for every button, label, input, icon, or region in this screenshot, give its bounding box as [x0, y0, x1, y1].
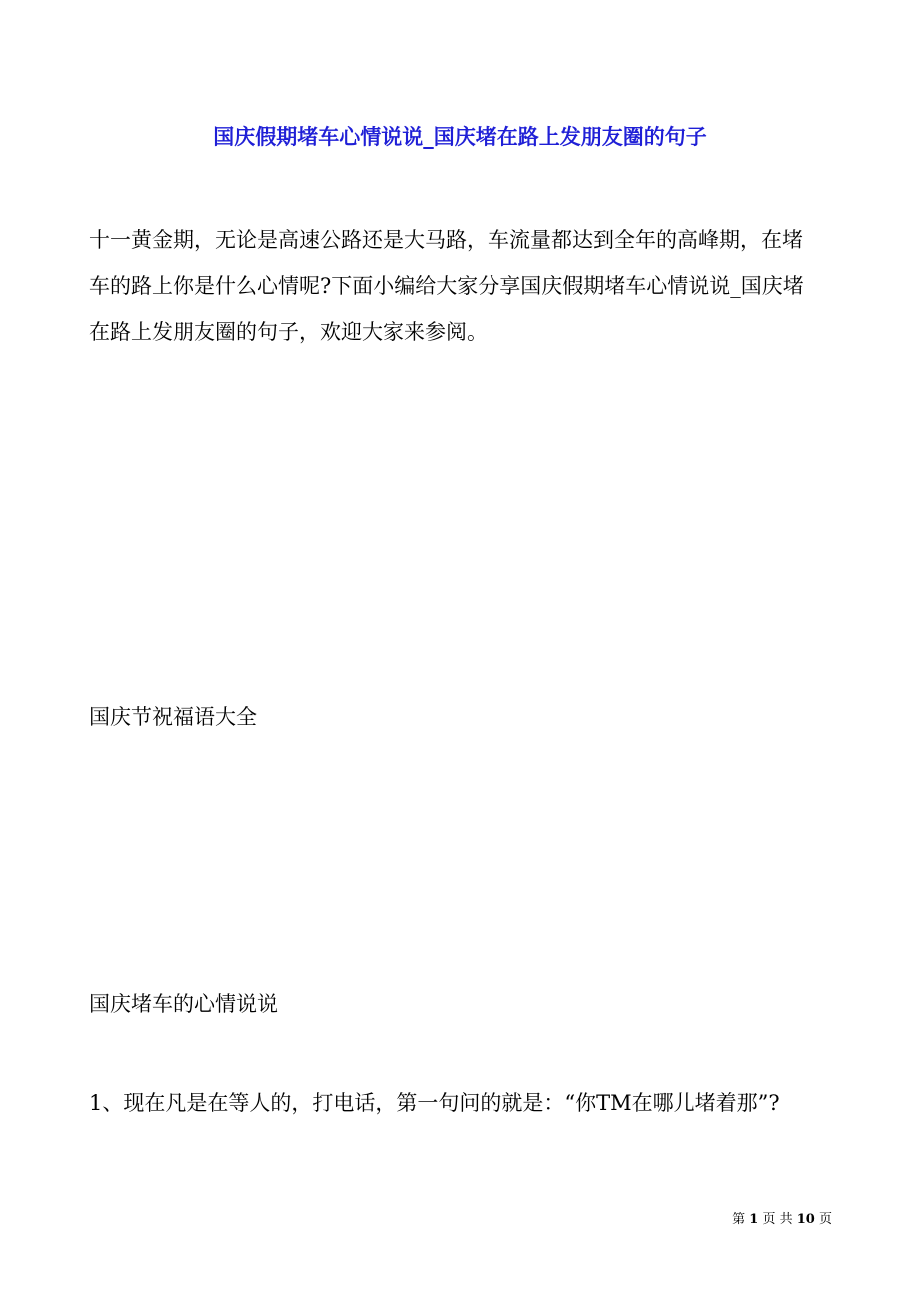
section-heading-blessings: 国庆节祝福语大全 [89, 705, 257, 729]
document-title: 国庆假期堵车心情说说_国庆堵在路上发朋友圈的句子 [213, 124, 707, 149]
footer-prefix: 第 [732, 1212, 746, 1227]
section-heading-mood: 国庆堵车的心情说说 [89, 992, 278, 1016]
footer-current-page: 1 [749, 1212, 759, 1227]
footer-total-pages: 10 [796, 1212, 815, 1227]
footer-middle: 页 共 [762, 1212, 793, 1227]
list-item-1: 1、现在凡是在等人的，打电话，第一句问的就是：“你TM在哪儿堵着那”? [89, 1091, 780, 1115]
page-footer [732, 1208, 832, 1227]
intro-paragraph [89, 217, 834, 355]
intro-line-2: 车的路上你是什么心情呢?下面小编给大家分享国庆假期堵车心情说说_国庆堵 [89, 274, 804, 298]
intro-line-3: 在路上发朋友圈的句子，欢迎大家来参阅。 [89, 320, 488, 344]
intro-line-1: 十一黄金期，无论是高速公路还是大马路，车流量都达到全年的高峰期，在堵 [89, 228, 803, 252]
footer-suffix: 页 [818, 1212, 832, 1227]
